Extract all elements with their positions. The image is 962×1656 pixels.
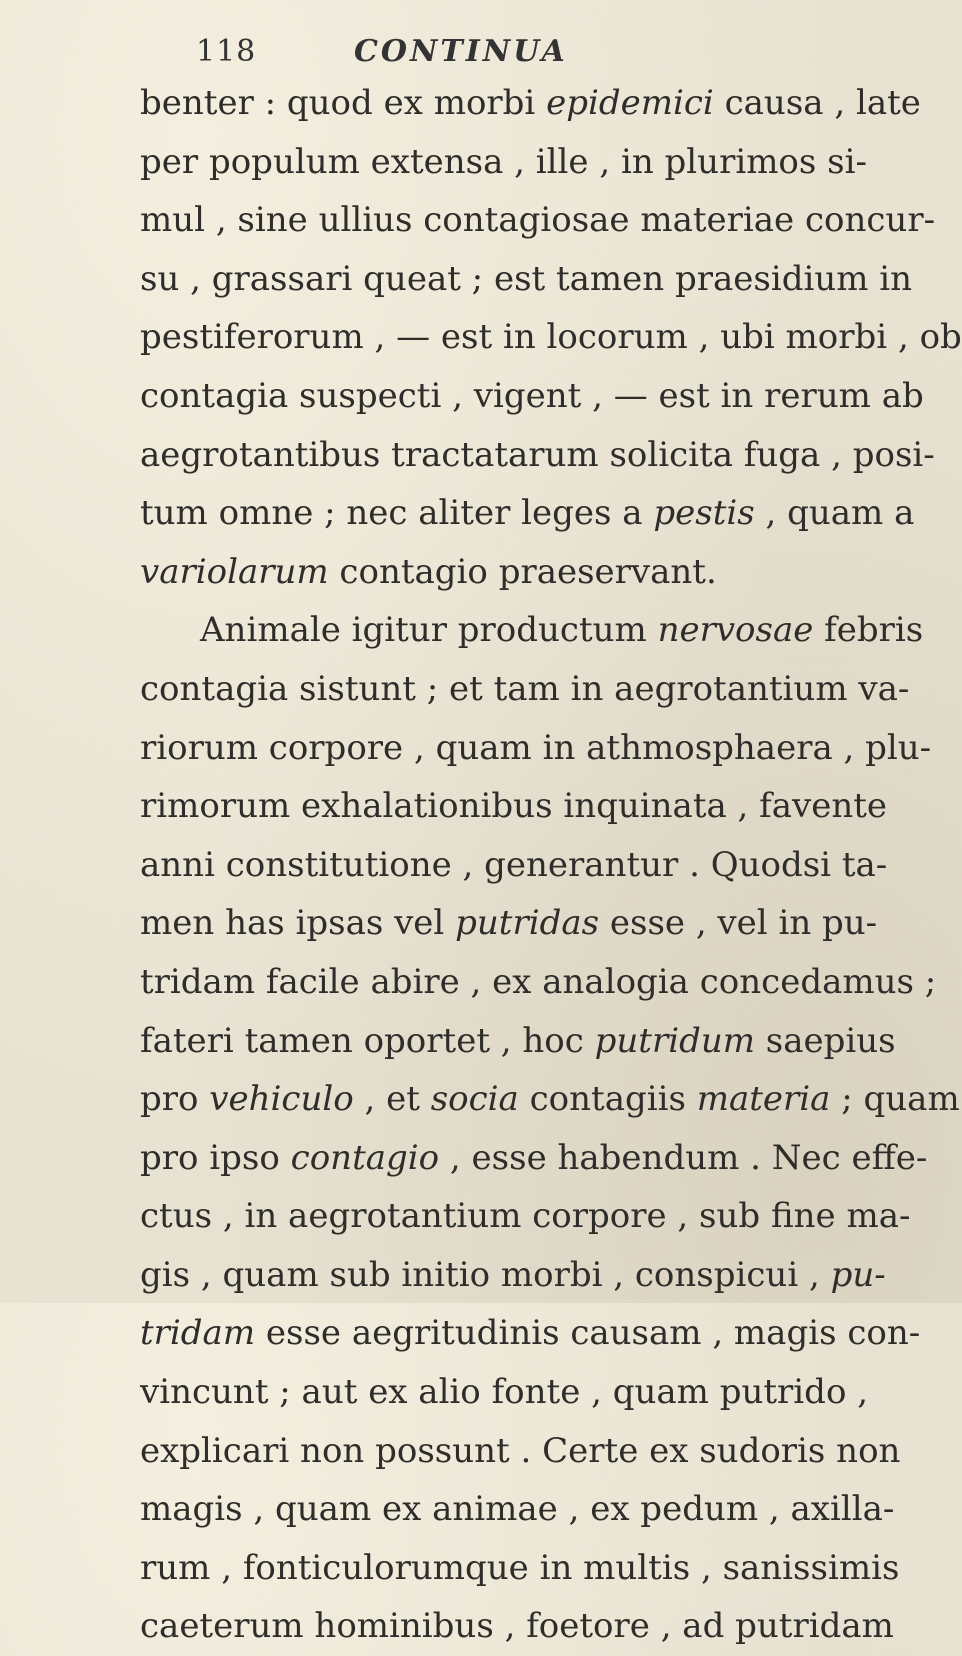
text-line [140,894,878,953]
text-line [140,1246,886,1305]
text-line [140,1539,900,1598]
italic-text: socia [430,1079,519,1120]
text-line [140,719,932,778]
text-segment: esse , vel in pu- [599,903,878,944]
text-line [140,74,921,133]
running-head: CONTINUA [354,34,568,69]
text-line [140,953,937,1012]
text-segment: ; quam [830,1079,960,1120]
text-segment: contagiis [518,1079,697,1120]
text-segment: ctus , in aegrotantium corpore , sub fine ma- [140,1196,911,1237]
italic-text: materia [696,1079,831,1120]
italic-text: pestis [653,493,755,534]
text-segment: pestiferorum , — est in locorum , ubi morbi , ob [140,317,962,358]
text-segment: saepius [754,1020,896,1061]
text-line [140,836,888,895]
italic-text: putridum [594,1020,755,1061]
text-line [140,1187,911,1246]
text-line [140,1422,901,1481]
text-segment: gis , quam sub initio morbi , conspicui , [140,1254,831,1295]
text-segment: Animale igitur productum [200,610,658,651]
text-line [140,484,915,543]
text-line [140,1597,894,1656]
italic-text: nervosae [657,610,814,651]
text-segment: , quam a [754,493,915,534]
text-line [140,191,936,250]
text-segment: benter : quod ex morbi [140,83,547,123]
text-segment: aegrotantibus tractatarum solicita fuga , posi- [140,434,935,475]
italic-text: vehiculo [209,1079,354,1120]
body-text [140,74,962,1656]
italic-text: epidemici [546,83,714,123]
text-segment: riorum corpore , quam in athmosphaera , plu- [140,727,932,768]
text-segment: esse aegritudinis causam , magis con- [255,1313,921,1354]
text-line [140,1480,895,1539]
text-segment: febris [813,610,924,651]
text-segment: caeterum hominibus , foetore , ad putridam [140,1606,894,1647]
text-line [140,1304,921,1363]
text-segment: per populum extensa , ille , in plurimos si- [140,141,867,182]
text-segment: explicari non possunt . Certe ex sudoris non [140,1430,901,1471]
text-segment: su , grassari queat ; est tamen praesidium in [140,258,913,299]
text-line [140,1363,869,1422]
text-line [140,660,910,719]
italic-text: putridas [455,903,600,944]
text-line [140,426,935,485]
text-line [140,308,962,367]
text-line [140,133,867,192]
italic-text: contagio [290,1137,440,1178]
text-segment: magis , quam ex animae , ex pedum , axilla- [140,1489,895,1530]
text-line [140,601,924,660]
text-segment: contagia sistunt ; et tam in aegrotantium va- [140,668,910,709]
text-line [140,1070,960,1129]
text-segment: anni constitutione , generantur . Quodsi ta- [140,844,888,885]
text-segment: rimorum exhalationibus inquinata , favente [140,786,888,827]
italic-text: tridam [140,1313,256,1354]
italic-text: pu- [830,1254,886,1295]
page-number: 118 [196,34,257,69]
text-line [140,1012,896,1071]
text-segment: tum omne ; nec aliter leges a [140,493,654,534]
text-segment: mul , sine ullius contagiosae materiae concur- [140,200,936,241]
text-segment: fateri tamen oportet , hoc [140,1020,595,1061]
text-segment: causa , late [713,83,921,123]
text-segment: men has ipsas vel [140,903,456,944]
text-segment: pro ipso [140,1137,291,1178]
text-line [140,543,780,602]
text-line [140,250,913,309]
text-segment: contagia suspecti , vigent , — est in rerum ab [140,375,924,416]
text-line [140,1129,928,1188]
text-segment: pro [140,1079,210,1120]
text-segment: , esse habendum . Nec effe- [439,1137,928,1178]
text-line [140,367,924,426]
text-segment: rum , fonticulorumque in multis , sanissimis [140,1547,900,1588]
text-segment: vincunt ; aut ex alio fonte , quam putrido , [140,1372,869,1413]
text-segment: , et [353,1079,431,1120]
text-line [140,777,888,836]
italic-text: variolarum [140,551,329,592]
text-segment: tridam facile abire , ex analogia concedamus ; [140,961,937,1002]
page-header [196,28,756,76]
text-segment: contagio praeservant. [328,551,717,592]
